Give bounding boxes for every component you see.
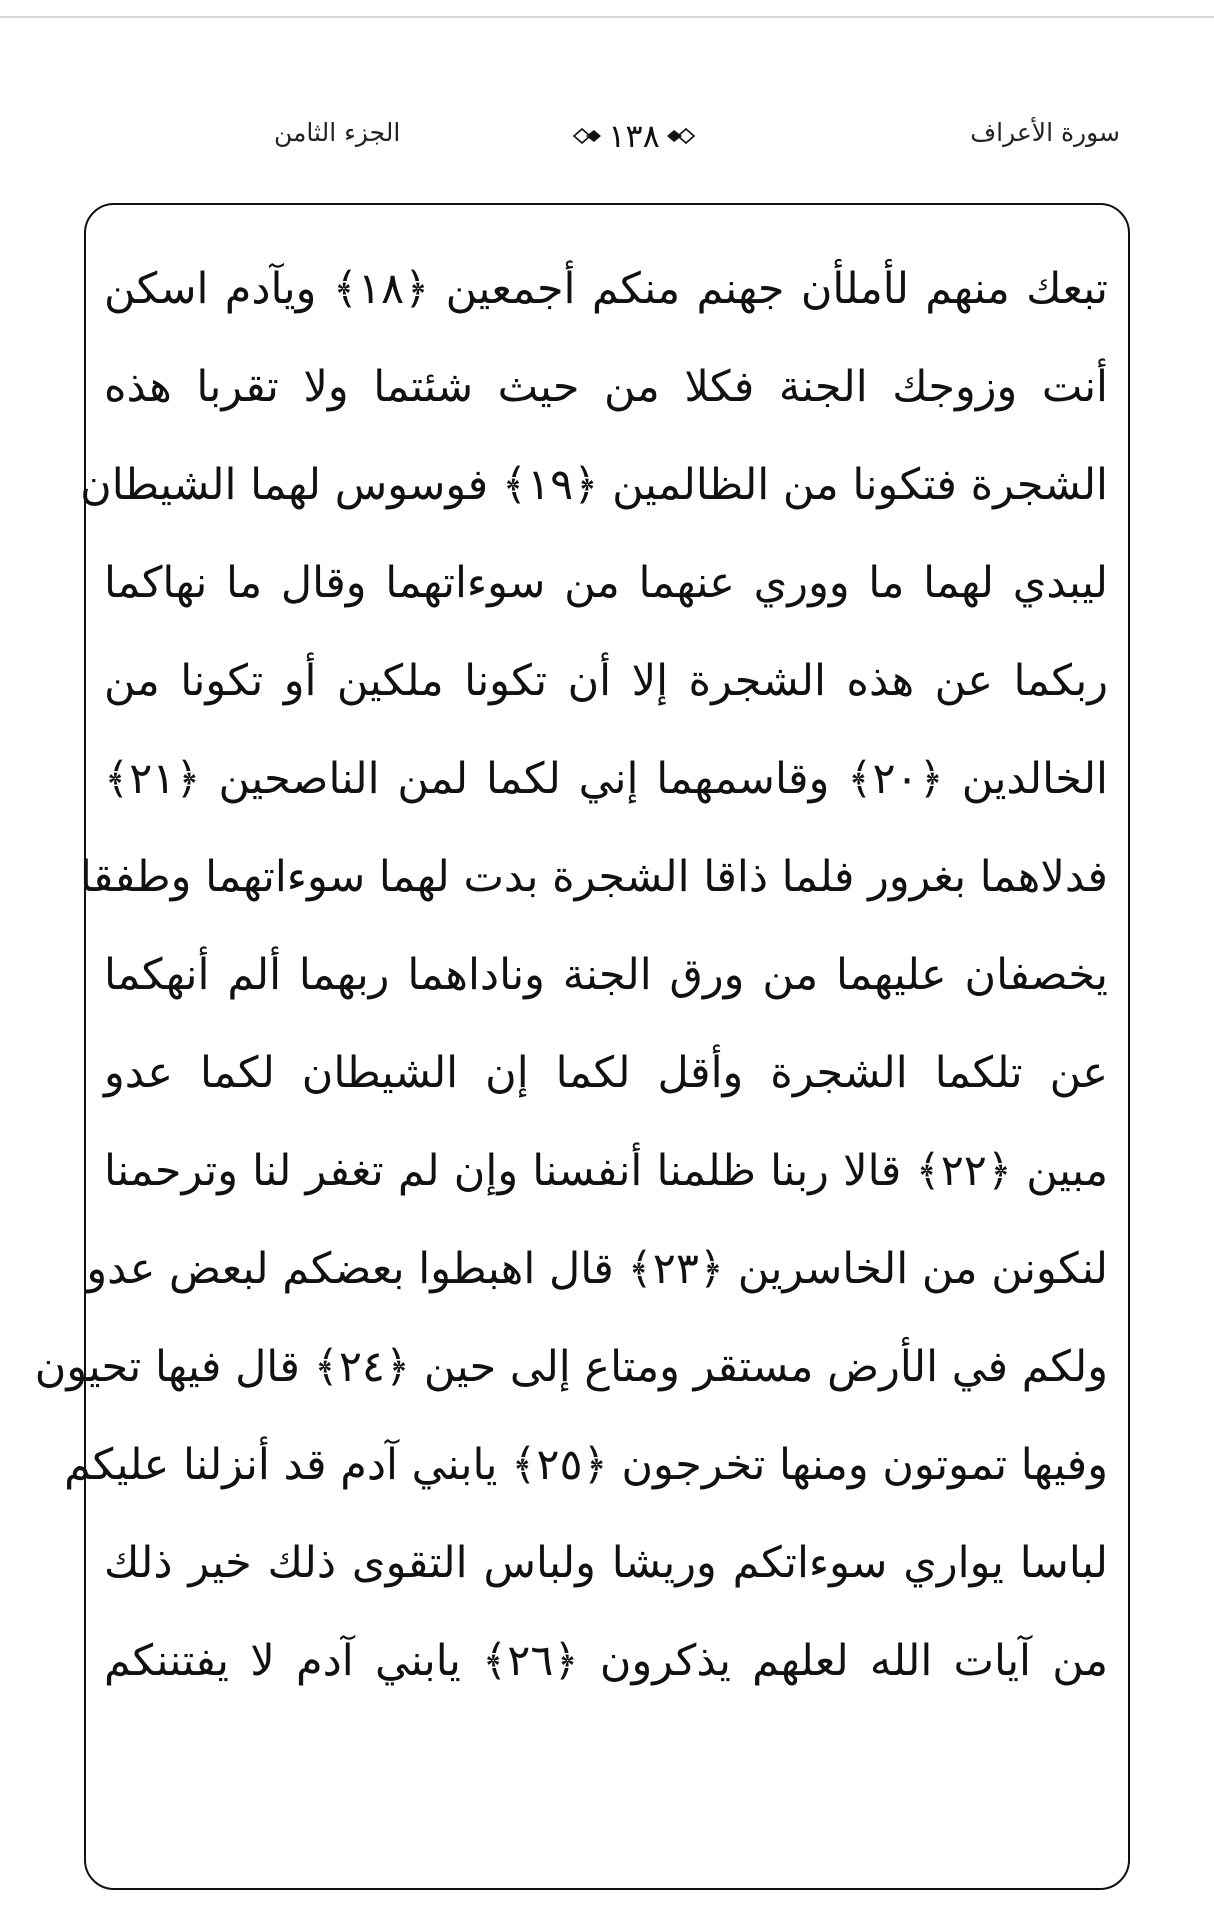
verse-line: لنكونن من الخاسرين ﴿٢٣﴾ قال اهبطوا بعضكم لبعض عدو (86, 1244, 1108, 1294)
verse-line: من آيات الله لعلهم يذكرون ﴿٢٦﴾ يابني آدم لا يفتننكم (104, 1636, 1108, 1686)
verse-block (34, 240, 1109, 1710)
verse-line: فدلاهما بغرور فلما ذاقا الشجرة بدت لهما سوءاتهما وطفقا (79, 852, 1108, 902)
verse-line: الشجرة فتكونا من الظالمين ﴿١٩﴾ فوسوس لهما الشيطان (80, 460, 1108, 510)
ornament-left-icon (572, 125, 602, 147)
verse-line: لباسا يواري سوءاتكم وريشا ولباس التقوى ذلك خير ذلك (104, 1538, 1108, 1588)
verse-line: تبعك منهم لأملأن جهنم منكم أجمعين ﴿١٨﴾ ويآدم اسكن (104, 264, 1109, 314)
verse-line: ولكم في الأرض مستقر ومتاع إلى حين ﴿٢٤﴾ قال فيها تحيون (34, 1342, 1108, 1392)
surah-title: سورة الأعراف (970, 118, 1120, 147)
page-header (84, 112, 1130, 166)
verse-line: ربكما عن هذه الشجرة إلا أن تكونا ملكين أو تكونا من (104, 656, 1108, 706)
verse-line: عن تلكما الشجرة وأقل لكما إن الشيطان لكما عدو (104, 1048, 1108, 1098)
page-number-ornament (564, 112, 704, 160)
top-divider (0, 16, 1214, 18)
verse-line: ليبدي لهما ما ووري عنهما من سوءاتهما وقال ما نهاكما (104, 558, 1108, 608)
verse-line: مبين ﴿٢٢﴾ قالا ربنا ظلمنا أنفسنا وإن لم تغفر لنا وترحمنا (104, 1146, 1108, 1196)
verse-line: أنت وزوجك الجنة فكلا من حيث شئتما ولا تقربا هذه (104, 362, 1108, 412)
juz-title: الجزء الثامن (274, 118, 401, 147)
page-number: ١٣٨ (608, 117, 660, 155)
verse-line: وفيها تموتون ومنها تخرجون ﴿٢٥﴾ يابني آدم قد أنزلنا عليكم (64, 1440, 1108, 1490)
verse-line: الخالدين ﴿٢٠﴾ وقاسمهما إني لكما لمن الناصحين ﴿٢١﴾ (104, 754, 1108, 804)
ornament-right-icon (666, 125, 696, 147)
verse-line: يخصفان عليهما من ورق الجنة وناداهما ربهما ألم أنهكما (104, 950, 1108, 1000)
